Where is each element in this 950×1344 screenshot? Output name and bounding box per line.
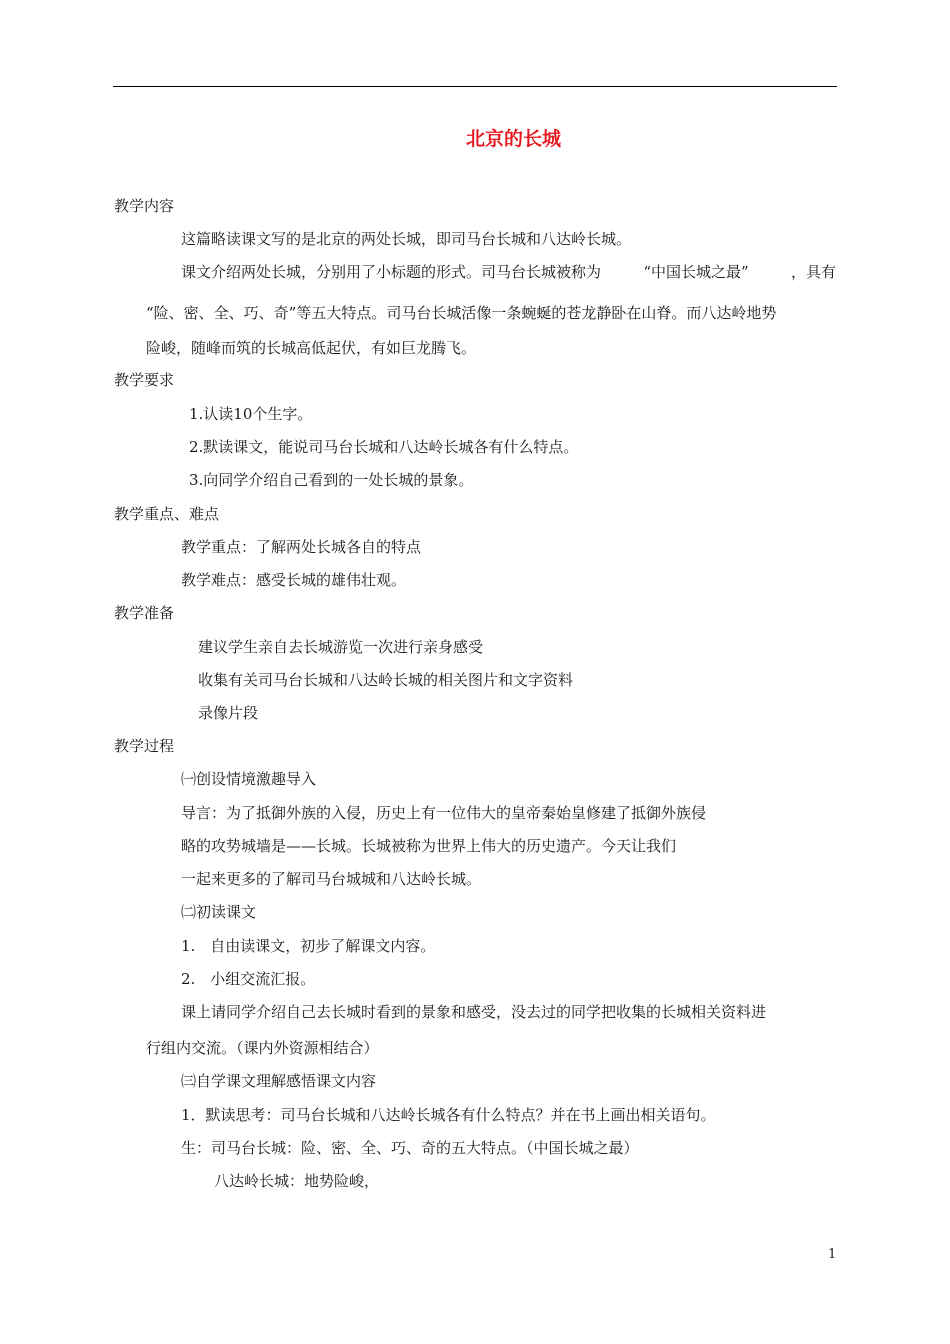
summary-quote: “中国长城之最” (643, 263, 749, 281)
preparation-item-1: 建议学生亲自去长城游览一次进行亲身感受 (198, 638, 484, 656)
summary-text-b: ，具有 (790, 263, 836, 281)
paragraph-summary-line1 (181, 262, 836, 282)
header-rule (113, 86, 837, 87)
heading-teaching-requirements: 教学要求 (114, 371, 175, 389)
paragraph-summary-line2: “险、密、全、巧、奇”等五大特点。司马台长城活像一条蜿蜒的苍龙静卧在山脊。而八达岭地势 (146, 304, 777, 322)
requirement-item-3: 3.向同学介绍自己看到的一处长城的景象。 (189, 471, 474, 489)
answer-badaling: 八达岭长城：地势险峻， (214, 1172, 380, 1190)
requirement-item-2: 2.默读课文，能说司马台长城和八达岭长城各有什么特点。 (189, 438, 579, 456)
class-activity-line-1: 课上请同学介绍自己去长城时看到的景象和感受，没去过的同学把收集的长城相关资料进 (181, 1003, 767, 1021)
section-two-heading: ㈡初读课文 (181, 903, 257, 921)
difficult-point: 教学难点：感受长城的雄伟壮观。 (181, 571, 407, 589)
document-title: 北京的长城 (465, 128, 561, 150)
heading-key-points: 教学重点、难点 (114, 505, 220, 523)
section-one-heading: ㈠创设情境激趣导入 (181, 770, 317, 788)
thinking-question: 1．默读思考：司马台长城和八达岭长城各有什么特点？并在书上画出相关语句。 (181, 1106, 716, 1124)
reading-step-2: 2. 小组交流汇报。 (181, 970, 316, 988)
preparation-item-2: 收集有关司马台长城和八达岭长城的相关图片和文字资料 (198, 671, 574, 689)
preparation-item-3: 录像片段 (198, 704, 259, 722)
intro-line-2: 略的攻势城墙是——长城。长城被称为世界上伟大的历史遗产。今天让我们 (181, 837, 677, 855)
summary-text-a: 课文介绍两处长城，分别用了小标题的形式。司马台长城被称为 (181, 263, 602, 281)
heading-preparation: 教学准备 (114, 604, 175, 622)
reading-step-1: 1. 自由读课文，初步了解课文内容。 (181, 937, 436, 955)
paragraph-summary-line3: 险峻，随峰而筑的长城高低起伏，有如巨龙腾飞。 (146, 339, 477, 357)
requirement-item-1: 1.认读10个生字。 (189, 405, 313, 423)
page-number: 1 (828, 1247, 837, 1262)
heading-teaching-content: 教学内容 (114, 197, 175, 215)
answer-simatai: 生：司马台长城：险、密、全、巧、奇的五大特点。（中国长城之最） (181, 1139, 639, 1157)
paragraph-intro: 这篇略读课文写的是北京的两处长城，即司马台长城和八达岭长城。 (181, 230, 632, 248)
heading-teaching-process: 教学过程 (114, 737, 175, 755)
section-three-heading: ㈢自学课文理解感悟课文内容 (181, 1072, 377, 1090)
intro-line-1: 导言：为了抵御外族的入侵，历史上有一位伟大的皇帝秦始皇修建了抵御外族侵 (181, 804, 707, 822)
class-activity-line-2: 行组内交流。（课内外资源相结合） (146, 1039, 379, 1057)
intro-line-3: 一起来更多的了解司马台城城和八达岭长城。 (181, 870, 482, 888)
key-point: 教学重点：了解两处长城各自的特点 (181, 538, 422, 556)
